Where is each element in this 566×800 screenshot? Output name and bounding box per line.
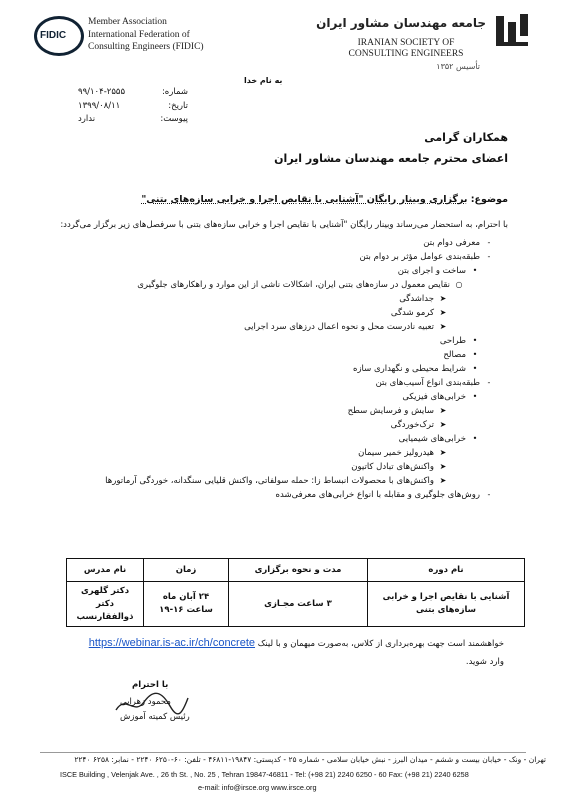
- meta-number-value: ۹۹/۱۰۴-۲۵۵۵: [78, 87, 126, 97]
- link-paragraph: [34, 637, 504, 649]
- footer-divider: [0, 752, 566, 753]
- outline-bullet-icon: ➤: [439, 476, 447, 485]
- footer-contact: e-mail: info@irsce.org www.irsce.org: [198, 783, 317, 792]
- outline-item: [64, 306, 494, 320]
- outline-item-text: روش‌های جلوگیری و مقابله با انواع خرابی‌های معرفی‌شده: [275, 490, 480, 500]
- outline-bullet-icon: •: [472, 266, 478, 275]
- bismillah: به نام خدا: [244, 76, 283, 85]
- outline-bullet-icon: •: [472, 392, 478, 401]
- subject-label: موضوع:: [470, 194, 508, 205]
- letter-meta: [78, 86, 188, 127]
- outline-item: [64, 404, 494, 418]
- outline-item: [64, 460, 494, 474]
- link-text-after: وارد شوید.: [465, 657, 504, 667]
- topics-outline: [64, 236, 494, 502]
- outline-item-text: نقایص معمول در سازه‌های بتنی ایران، اشکالات ناشی از این موارد و راهکارهای جلوگیری: [137, 280, 450, 290]
- outline-item: [64, 264, 494, 278]
- meta-date-label: تاریخ:: [168, 100, 188, 111]
- subject-text: برگزاری وبینار رایگان "آشنایی با نقایص اجرا و خرابی سازه‌های بتنی": [141, 194, 468, 205]
- isce-founded: تأسیس ۱۳۵۲: [436, 62, 480, 71]
- signature-title: رئیس کمیته آموزش: [120, 712, 190, 722]
- fidic-caption: [88, 16, 204, 54]
- footer-address-en: ISCE Building , Velenjak Ave. , 26 th St. , No. 25 , Tehran 19847-46811 - Tel: (+98 21) 2240 6250 - 60 Fax: (+98 21) 2240 6258: [60, 770, 469, 779]
- outline-item: [64, 376, 494, 390]
- outline-item-text: هیدرولیز خمیر سیمان: [358, 448, 434, 458]
- table-row: [67, 582, 525, 627]
- meta-number-label: شماره:: [161, 87, 188, 97]
- cell-course: [368, 582, 525, 627]
- fidic-line: Consulting Engineers (FIDIC): [88, 42, 204, 52]
- cell-duration: [229, 582, 368, 627]
- meta-attachment-value: ندارد: [78, 114, 96, 124]
- fidic-logo-text: FIDIC: [40, 30, 67, 41]
- signature-closing: با احترام: [132, 680, 169, 690]
- outline-item-text: سایش و فرسایش سطح: [347, 406, 434, 416]
- cell-time-line: ۲۴ آبان ماه: [162, 592, 210, 602]
- outline-bullet-icon: -: [487, 238, 491, 247]
- link-text-before: خواهشمند است جهت بهره‌برداری از کلاس، به‌صورت میهمان و با لینک: [257, 639, 504, 649]
- outline-item: [64, 418, 494, 432]
- meta-date-value: ۱۳۹۹/۰۸/۱۱: [78, 100, 121, 111]
- outline-bullet-icon: -: [487, 252, 491, 261]
- outline-item-text: طراحی: [439, 336, 466, 346]
- meta-attachment-label: پیوست:: [160, 114, 188, 124]
- signature-name: محمود زهرایی: [120, 697, 171, 707]
- outline-bullet-icon: ➤: [439, 294, 447, 303]
- outline-bullet-icon: ➤: [439, 462, 447, 471]
- outline-bullet-icon: •: [472, 336, 478, 345]
- outline-item: [64, 236, 494, 250]
- outline-bullet-icon: -: [487, 490, 491, 499]
- outline-bullet-icon: ○: [455, 280, 463, 289]
- outline-item: [64, 432, 494, 446]
- outline-item-text: طبقه‌بندی انواع آسیب‌های بتن: [375, 378, 480, 388]
- cell-duration-line: ۳ ساعت مجـازی: [264, 598, 332, 609]
- outline-bullet-icon: -: [487, 378, 491, 387]
- subject: [141, 194, 508, 205]
- cell-course-line: سازه‌های بتنی: [415, 605, 477, 615]
- outline-bullet-icon: ➤: [439, 448, 447, 457]
- outline-item-text: کرمو شدگی: [390, 308, 434, 318]
- header-time: زمان: [144, 559, 229, 582]
- cell-course-line: آشنایی با نقایص اجرا و خرابی: [382, 592, 510, 602]
- outline-bullet-icon: ➤: [439, 322, 447, 331]
- outline-bullet-icon: •: [472, 434, 478, 443]
- webinar-link[interactable]: https://webinar.is-ac.ir/ch/concrete: [88, 637, 256, 649]
- outline-item: [64, 446, 494, 460]
- meta-date: [78, 100, 188, 114]
- outline-item: [64, 488, 494, 502]
- greeting-line-2: اعضای محترم جامعه مهندسان مشاور ایران: [274, 152, 508, 165]
- outline-item: [64, 334, 494, 348]
- header-course: نام دوره: [368, 559, 525, 582]
- outline-item: [64, 292, 494, 306]
- intro-paragraph: با احترام، به استحضار می‌رساند وبینار رایگان "آشنایی با نقایص اجرا و خرابی سازه‌های بتنی با سرفصل‌های زیر برگزار می‌گردد:: [60, 220, 508, 230]
- cell-instructor: [67, 582, 144, 627]
- outline-item-text: واکنش‌های با محصولات انبساط زا: حمله سولفاتی، واکنش قلیایی سنگدانه، خوردگی آرماتورها: [105, 476, 434, 486]
- isce-en-line: CONSULTING ENGINEERS: [348, 49, 464, 59]
- outline-item-text: مصالح: [443, 350, 466, 360]
- outline-bullet-icon: ➤: [439, 308, 447, 317]
- greeting-line-1: همکاران گرامی: [424, 131, 508, 144]
- outline-item-text: طبقه‌بندی عوامل مؤثر بر دوام بتن: [359, 252, 480, 262]
- outline-item: [64, 390, 494, 404]
- cell-time-line: ساعت ۱۶-۱۹: [159, 605, 213, 615]
- outline-bullet-icon: ➤: [439, 406, 447, 415]
- isce-name-en: [326, 38, 486, 60]
- header-duration: مدت و نحوه برگزاری: [229, 559, 368, 582]
- outline-item: [64, 320, 494, 334]
- outline-item: [64, 362, 494, 376]
- header-instructor: نام مدرس: [67, 559, 144, 582]
- fidic-line: International Federation of: [88, 29, 190, 40]
- outline-item: [64, 250, 494, 264]
- cell-instructor-line: دکتر گلهری: [80, 585, 130, 596]
- outline-item-text: جداشدگی: [399, 294, 434, 304]
- outline-item-text: شرایط محیطی و نگهداری سازه: [352, 364, 466, 374]
- isce-logo-icon: [494, 12, 530, 50]
- outline-item-text: ساخت و اجرای بتن: [397, 266, 466, 276]
- schedule-table: [66, 558, 525, 627]
- footer-address-fa: تهران - ونک - خیابان بیست و ششم - میدان البرز - نبش خیابان سلامی - شماره ۲۵ - کدپستی: ۱۹۸۴۷-۴۶۸۱۱ - تلفن: ۶۰-۶۲۵۰ ۲۲۴۰ - نمابر: ۶۲۵۸ ۲۲۴۰: [74, 755, 546, 764]
- outline-item-text: تعبیه نادرست محل و نحوه اعمال درزهای سرد اجرایی: [244, 322, 434, 332]
- outline-item: [64, 474, 494, 488]
- isce-name-fa: جامعه مهندسان مشاور ایران: [316, 16, 486, 30]
- cell-instructor-line: دکتر ذوالفقارنسب: [76, 598, 134, 622]
- outline-bullet-icon: •: [472, 364, 478, 373]
- outline-item-text: واکنش‌های تبادل کاتیون: [351, 462, 434, 472]
- outline-item-text: خرابی‌های فیزیکی: [402, 392, 466, 402]
- isce-en-line: IRANIAN SOCIETY OF: [357, 38, 455, 48]
- outline-item-text: خرابی‌های شیمیایی: [398, 434, 466, 444]
- outline-item: [64, 348, 494, 362]
- outline-item: [64, 278, 494, 292]
- table-header-row: [67, 559, 525, 582]
- outline-item-text: معرفی دوام بتن: [423, 238, 480, 248]
- outline-bullet-icon: ➤: [439, 420, 447, 429]
- meta-number: [78, 86, 188, 100]
- meta-attachment: [78, 113, 188, 127]
- outline-bullet-icon: •: [472, 350, 478, 359]
- outline-item-text: ترک‌خوردگی: [390, 420, 434, 430]
- cell-time: [144, 582, 229, 627]
- fidic-line: Member Association: [88, 17, 167, 27]
